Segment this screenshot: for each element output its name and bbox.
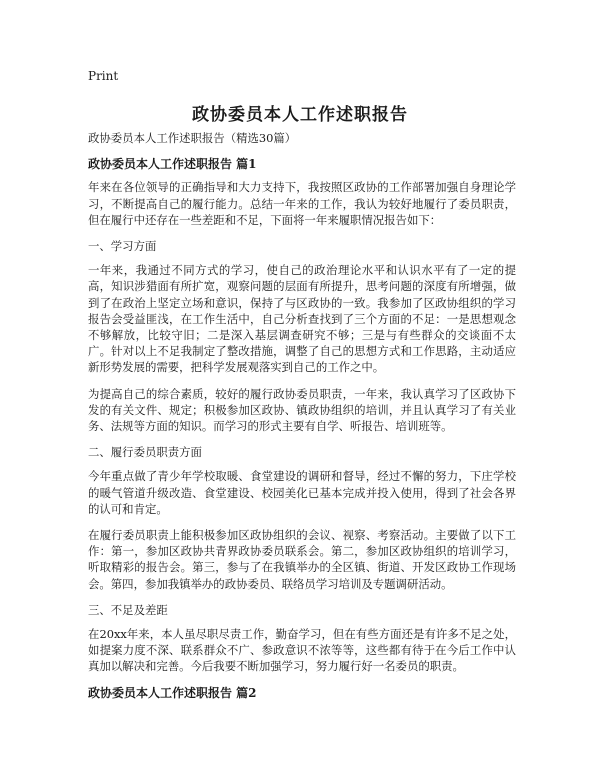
document-subtitle: 政协委员本人工作述职报告（精选30篇） (88, 131, 297, 145)
document-title: 政协委员本人工作述职报告 (192, 105, 408, 125)
section-3-heading: 三、不足及差距 (88, 602, 168, 617)
section-1-paragraph-2: 为提高自己的综合素质，较好的履行政协委员职责，一年来，我认真学习了区政协下发的有关文件、规定；积极参加区政协、镇政协组织的培训，并且认真学习了有关业务、法规等方面的知识。而学习的形式主要有自学、听报告、培训班等。 (88, 386, 516, 434)
print-label[interactable]: Print (88, 69, 119, 83)
document-body (88, 130, 516, 708)
section-2-heading: 二、履行委员职责方面 (88, 445, 202, 460)
chapter-2-title: 政协委员本人工作述职报告 篇2 (88, 685, 257, 700)
section-3-paragraph-1: 在20xx年来，本人虽尽职尽责工作，勤奋学习，但在有些方面还是有许多不足之处，如提案力度不深、联系群众不广、参政意识不浓等等，这些都有待于在今后工作中认真加以解决和完善。今后我要不断加强学习，努力履行好一名委员的职责。 (88, 627, 516, 674)
section-2-paragraph-1: 今年重点做了青少年学校取暖、食堂建设的调研和督导，经过不懈的努力，下庄学校的暖气管道升级改造、食堂建设、校园美化已基本完成并投入使用，得到了社会各界的认可和肯定。 (88, 469, 516, 516)
section-2-paragraph-2: 在履行委员职责上能积极参加区政协组织的会议、视察、考察活动。主要做了以下工作：第一，参加区政协共青界政协委员联系会。第二，参加区政协组织的培训学习，听取精彩的报告会。第三，参与了在我镇举办的全区镇、街道、开发区政协工作现场会。第四，参加我镇举办的政协委员、联络员学习培训及专题调研活动。 (88, 528, 516, 591)
chapter-1-intro: 年来在各位领导的正确指导和大力支持下，我按照区政协的工作部署加强自身理论学习，不断提高自己的履行能力。总结一年来的工作，我认为较好地履行了委员职责，但在履行中还存在一些差距和不足，下面将一年来履职情况报告如下： (88, 180, 516, 227)
chapter-1-title: 政协委员本人工作述职报告 篇1 (88, 157, 257, 172)
section-1-heading: 一、学习方面 (88, 239, 157, 254)
section-1-paragraph-1: 一年来，我通过不同方式的学习，使自己的政治理论水平和认识水平有了一定的提高，知识涉猎面有所扩宽，观察问题的层面有所提升，思考问题的深度有所增强，做到了在政治上坚定立场和意识，保持了与区政协的一致。我参加了区政协组织的学习报告会受益匪浅，在工作生活中，自己分析查找到了三个方面的不足：一是思想观念不够解放，比较守旧；二是深入基层调查研究不够；三是与有些群众的交谈面不太广。针对以上不足我制定了整改措施，调整了自己的思想方式和工作思路，主动适应新形势发展的需要，把科学发展观落实到自己的工作之中。 (88, 263, 516, 375)
